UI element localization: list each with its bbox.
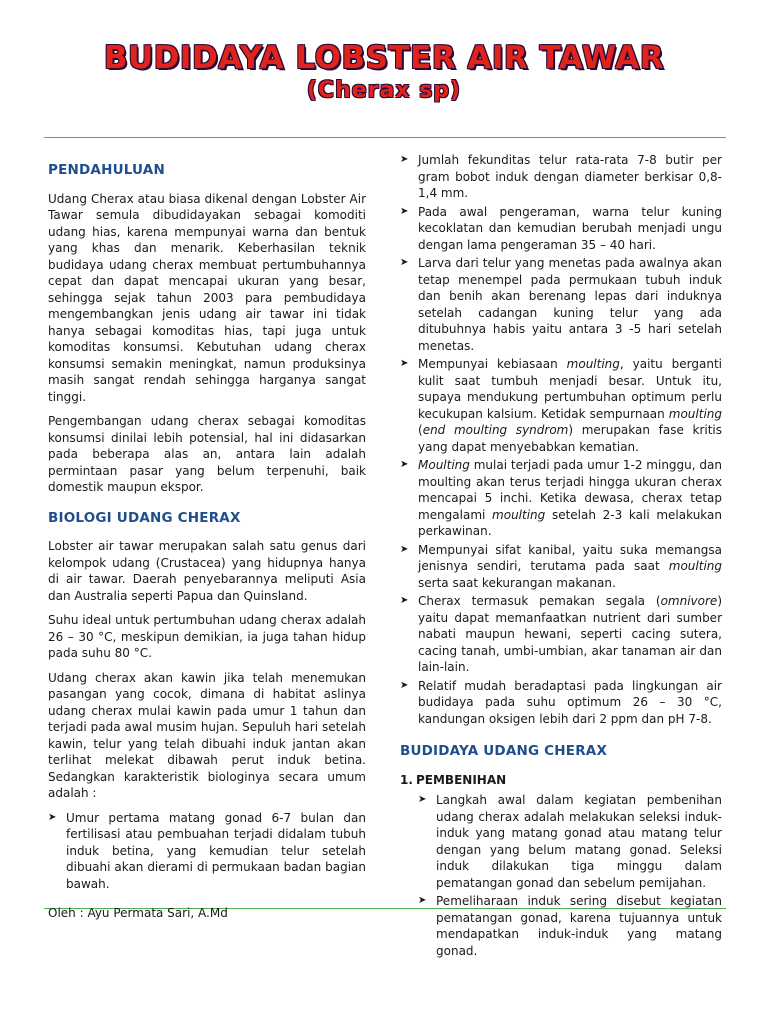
arrow-bullet-icon: ➤ (400, 154, 409, 165)
left-column (48, 162, 366, 894)
arrow-bullet-icon: ➤ (418, 895, 427, 906)
list-item: ➤ Mempunyai kebiasaan moulting, yaitu berganti kulit saat tumbuh menjadi besar. Untuk itu, supaya mendukung pertumbuhan optimum perlu kecukupan kalsium. Ketidak sempurnaan moulting (end moulting syndrom) merupakan fase kritis yang dapat menyebabkan kematian. (400, 357, 723, 454)
biologi-paragraph-1: Lobster air tawar merupakan salah satu genus dari kelompok udang (Crustacea) yang hidupnya hanya di air tawar. Daerah penyebarannya meliputi Asia dan Australia seperti Papua dan Quinsland. (48, 539, 366, 603)
arrow-bullet-icon: ➤ (400, 543, 409, 555)
list-item: ➤ Relatif mudah beradaptasi pada lingkungan air budidaya pada suhu optimum 26 – 30 °C, kandungan oksigen lebih dari 2 ppm dan pH 7-8. (400, 678, 722, 726)
arrow-bullet-icon: ➤ (418, 794, 427, 805)
pembenihan-list (400, 792, 722, 959)
section-heading-biologi: BIOLOGI UDANG CHERAX (48, 509, 241, 526)
list-item: ➤ Jumlah fekunditas telur rata-rata 7-8 butir per gram bobot induk dengan diameter berkisar 0,8-1,4 mm. (400, 153, 722, 200)
section-heading-budidaya: BUDIDAYA UDANG CHERAX (400, 743, 608, 759)
top-divider (44, 137, 726, 138)
biologi-list (48, 810, 366, 893)
document-title: BUDIDAYA LOBSTER AIR TAWAR (103, 40, 665, 76)
pendahuluan-paragraph-1: Udang Cherax atau biasa dikenal dengan Lobster Air Tawar semula dibudidayakan sebagai komoditi udang hias, karena mempunyai warna dan bentuk yang khas dan menarik. Keberhasilan teknik budidaya udang cherax membuat pertumbuhannya cepat dan dapat mencapai ukuran yang besar, sehingga sejak tahun 2003 para pembudidaya mengembangkan jenis udang air tawar ini tidak hanya sebagai komoditas hias, tapi juga untuk komoditas konsumsi. Kebutuhan udang cherax konsumsi semakin meningkat, namun produksinya masih sangat rendah sehingga harganya sangat tinggi. (48, 191, 366, 404)
subsection-pembenihan: 1. PEMBENIHAN (400, 772, 507, 787)
arrow-bullet-icon: ➤ (400, 595, 409, 606)
author-credit: Oleh : Ayu Permata Sari, A.Md (48, 906, 228, 920)
list-item: ➤ Umur pertama matang gonad 6-7 bulan dan fertilisasi atau pembuahan terjadi didalam tubuh induk betina, yang kemudian telur setelah dibuahi akan dierami di permukaan badan bagian bawah. (48, 810, 366, 891)
list-item: ➤ Cherax termasuk pemakan segala (omnivore) yaitu dapat memanfaatkan nutrient dari sumber nabati maupun hewani, seperti cacing sutera, cacing tanah, umbi-umbian, akar tanaman air dan lain-lain. (400, 594, 722, 674)
arrow-bullet-icon: ➤ (400, 459, 409, 470)
arrow-bullet-icon: ➤ (400, 679, 409, 691)
list-item: ➤ Pemeliharaan induk sering disebut kegiatan pematangan gonad, karena tujuannya untuk mendapatkan induk-induk yang matang gonad. (418, 894, 722, 958)
list-item: ➤ Larva dari telur yang menetas pada awalnya akan tetap menempel pada permukaan tubuh induk dan benih akan berenang lepas dari induknya setelah cadangan kuning telur yang ada ditubuhnya habis yaitu antara 3 -5 hari setelah menetas. (400, 256, 722, 353)
list-item: ➤ Mempunyai sifat kanibal, yaitu suka memangsa jenisnya sendiri, terutama pada saat moulting serta saat kekurangan makanan. (400, 542, 722, 590)
arrow-bullet-icon: ➤ (400, 358, 409, 369)
arrow-bullet-icon: ➤ (48, 811, 57, 823)
characteristics-list (400, 152, 722, 727)
list-item: ➤ Langkah awal dalam kegiatan pembenihan udang cherax adalah melakukan seleksi induk-induk yang matang gonad atau matang telur dengan yang belum matang gonad. Seleksi induk dilakukan tiga minggu dalam pematangan gonad dan sebelum pemijahan. (418, 793, 722, 890)
arrow-bullet-icon: ➤ (400, 257, 409, 268)
biologi-paragraph-3: Udang cherax akan kawin jika telah menemukan pasangan yang cocok, dimana di habitat aslinya udang cherax mulai kawin pada umur 1 tahun dan terjadi pada awal musim hujan. Sepuluh hari setelah kawin, telur yang telah dibuahi induk jantan akan terlihat melekat dibawah perut induk betina. Sedangkan karakteristik biologinya secara umum adalah : (48, 670, 366, 800)
section-heading-pendahuluan: PENDAHULUAN (48, 162, 165, 178)
list-item: ➤ Pada awal pengeraman, warna telur kuning kecoklatan dan kemudian berubah menjadi ungu dengan lama pengeraman 35 – 40 hari. (400, 204, 722, 252)
biologi-paragraph-2: Suhu ideal untuk pertumbuhan udang cherax adalah 26 – 30 °C, meskipun demikian, ia juga tahan hidup pada suhu 80 °C. (48, 613, 366, 660)
pendahuluan-paragraph-2: Pengembangan udang cherax sebagai komoditas konsumsi dinilai lebih potensial, hal ini didasarkan pada beberapa alas an, antara lain adalah permintaan pasar yang belum terpenuhi, baik domestik maupun ekspor. (48, 414, 366, 494)
document-subtitle: (Cherax sp) (306, 78, 462, 103)
list-item: ➤ Moulting mulai terjadi pada umur 1-2 minggu, dan moulting akan terus terjadi hingga ukuran cherax mencapai 5 inchi. Ketika dewasa, cherax tetap mengalami moulting setelah 2-3 kali melakukan perkawinan. (400, 458, 722, 538)
right-column (400, 152, 722, 961)
arrow-bullet-icon: ➤ (400, 205, 409, 217)
